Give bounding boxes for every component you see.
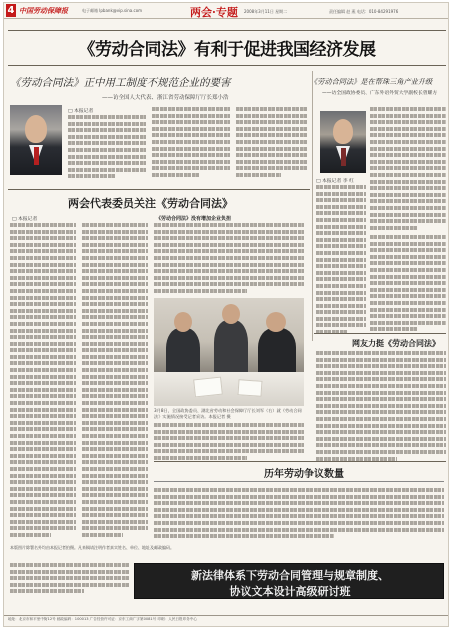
- band-subhead: 《劳动合同法》没有增加企业负担: [156, 216, 232, 222]
- story-left-text-col-2: [152, 107, 230, 185]
- issue-date: 2008年3月11日 星期二: [244, 9, 288, 14]
- seminar-banner: [134, 563, 444, 599]
- band-top-rule: [8, 189, 310, 190]
- story-right-byline: □ 本报记者 李 红: [316, 179, 354, 184]
- portrait-face: [25, 115, 47, 143]
- paper-name: 中国劳动保障报: [19, 7, 68, 15]
- section-title: 两会·专题: [190, 6, 238, 19]
- photo-person-left: [166, 328, 200, 378]
- page-footer: 地址：北京市和平里中街12号 邮政编码：100013 广告经营许可证：京东工商广字第0081号 印刷：人民日报印务中心: [4, 615, 449, 626]
- photo-document: [193, 377, 223, 398]
- photo-person-right: [258, 328, 296, 376]
- photo-head-middle: [222, 304, 240, 324]
- meeting-photo-caption: 3月8日，全国政协委员、湖北省劳动和社会保障厅厅长刘军（右）就《劳动合同法》实施情况接受记者采访。本报记者 摄: [154, 408, 302, 419]
- dispute-top-rule: [154, 461, 446, 462]
- portrait-tie: [341, 148, 346, 166]
- banner-line-1: 新法律体系下劳动合同管理与规章制度、: [191, 569, 389, 582]
- portrait-photo-right: [320, 111, 366, 173]
- editors-info: 责任编辑 赵 燕 电话：010-84291976: [329, 9, 399, 14]
- story-left-deck: ——访全国人大代表、浙江省劳动保障厅厅长郑小浩: [102, 95, 229, 101]
- band-text-col-3: [154, 223, 304, 295]
- column-divider-right: [312, 71, 313, 341]
- band-text-col-4: [154, 423, 304, 463]
- main-headline: 《劳动合同法》有利于促进我国经济发展: [78, 40, 376, 60]
- band-byline: □ 本报记者: [12, 217, 38, 222]
- masthead: [4, 3, 449, 19]
- dispute-title: 历年劳动争议数量: [264, 469, 344, 480]
- dispute-text: [154, 488, 444, 542]
- story-right-deck: ——访全国政协委员、广东外语外贸大学副校长曾耀方: [322, 91, 438, 96]
- banner-line-2: 协议文本设计高级研讨班: [229, 585, 351, 598]
- net-friends-text: [316, 351, 446, 461]
- dispute-section: [154, 481, 444, 543]
- story-left-text-col-1: [68, 115, 146, 185]
- bottom-left-text: [10, 563, 130, 599]
- net-friends-title: 网友力挺《劳动合同法》: [352, 338, 440, 348]
- photo-table: [154, 372, 304, 406]
- story-left-title: 《劳动合同法》正中用工制度不规范企业的要害: [10, 77, 231, 89]
- story-right-text-col-3: [370, 235, 446, 335]
- newspaper-page: [3, 2, 449, 627]
- netfriend-top-rule: [314, 333, 446, 334]
- photo-document: [237, 379, 262, 397]
- band-title: 两会代表委员关注《劳动合同法》: [68, 197, 233, 210]
- photo-person-middle: [214, 320, 248, 376]
- story-right-text-col-1: [370, 107, 446, 231]
- portrait-tie: [34, 147, 39, 165]
- band-text-col-2: [82, 223, 148, 541]
- portrait-face: [333, 119, 353, 144]
- story-left-text-col-3: [236, 107, 308, 185]
- photo-head-left: [174, 312, 192, 332]
- story-right-title: 《劳动合同法》是在帮珠三角产业升级: [310, 77, 433, 86]
- editor-email: 电子邮箱 lpbank@vip.sina.com: [82, 8, 143, 13]
- headline-top-rule: [8, 30, 446, 31]
- page-number: 4: [7, 5, 15, 16]
- story-left-byline: □ 本报记者: [68, 109, 94, 114]
- band-text-col-1: [10, 223, 76, 541]
- meeting-photo: [154, 298, 304, 406]
- editorial-notice: 本版图片除署名外均由本报记者拍摄。凡来稿请注明作者真实姓名、单位、地址及邮政编码。: [10, 545, 174, 550]
- photo-head-right: [266, 312, 286, 332]
- headline-bottom-rule: [8, 65, 446, 66]
- story-right-text-col-2: [316, 185, 366, 335]
- portrait-photo-left: [10, 105, 62, 175]
